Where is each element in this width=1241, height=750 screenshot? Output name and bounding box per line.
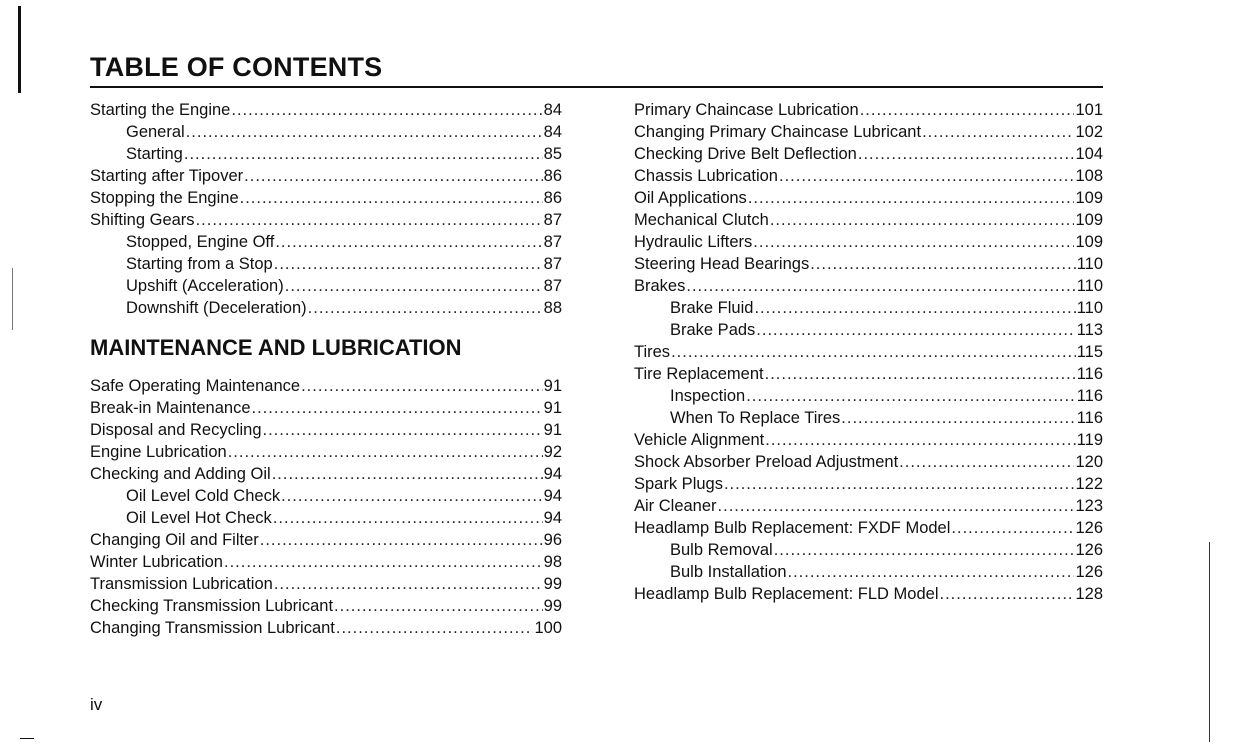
toc-subentry[interactable] (90, 121, 562, 143)
toc-entry[interactable] (634, 495, 1103, 517)
toc-dot-leader (308, 297, 543, 319)
toc-page-number: 116 (1076, 365, 1103, 383)
toc-entry[interactable] (90, 617, 562, 639)
scan-edge-mark-left-thin (12, 268, 13, 330)
toc-entry[interactable] (634, 451, 1103, 473)
toc-dot-leader (753, 231, 1074, 253)
toc-page-number: 100 (534, 619, 562, 637)
toc-dot-leader (184, 143, 543, 165)
toc-page-number: 109 (1075, 211, 1103, 229)
toc-entry[interactable] (634, 165, 1103, 187)
toc-subentry[interactable] (634, 385, 1103, 407)
toc-entry-label: Shock Absorber Preload Adjustment (634, 453, 899, 471)
toc-page-number: 87 (543, 277, 562, 295)
toc-entry[interactable] (634, 187, 1103, 209)
toc-page-number: 109 (1075, 189, 1103, 207)
toc-entry[interactable] (90, 573, 562, 595)
toc-entry-label: Shifting Gears (90, 211, 195, 229)
toc-entry-label: Downshift (Deceleration) (126, 299, 307, 317)
scan-edge-mark-left (18, 6, 21, 93)
toc-entry[interactable] (90, 187, 562, 209)
toc-page-number: 110 (1076, 255, 1103, 273)
toc-page-number: 110 (1076, 277, 1103, 295)
toc-page-number: 92 (543, 443, 562, 461)
toc-page-number: 91 (543, 377, 562, 395)
toc-entry-label: Brake Pads (670, 321, 756, 339)
toc-dot-leader (841, 407, 1075, 429)
toc-entry-label: Bulb Removal (670, 541, 773, 559)
toc-entry[interactable] (90, 209, 562, 231)
toc-subentry[interactable] (634, 407, 1103, 429)
toc-page-number: 123 (1075, 497, 1103, 515)
toc-dot-leader (671, 341, 1076, 363)
toc-subentry[interactable] (634, 297, 1103, 319)
toc-dot-leader (274, 573, 543, 595)
toc-dot-leader (756, 319, 1075, 341)
toc-entry[interactable] (634, 275, 1103, 297)
toc-entry[interactable] (634, 209, 1103, 231)
toc-entry-label: Starting (126, 145, 183, 163)
toc-dot-leader (686, 275, 1075, 297)
toc-dot-leader (940, 583, 1075, 605)
toc-entry-label: Upshift (Acceleration) (126, 277, 284, 295)
toc-dot-leader (724, 473, 1075, 495)
toc-dot-leader (336, 617, 534, 639)
toc-page-number: 104 (1075, 145, 1103, 163)
toc-entry-label: Winter Lubrication (90, 553, 223, 571)
toc-entry[interactable] (634, 473, 1103, 495)
toc-entry-label: Checking and Adding Oil (90, 465, 271, 483)
toc-dot-leader (860, 99, 1075, 121)
toc-dot-leader (231, 99, 542, 121)
toc-entry-label: Stopping the Engine (90, 189, 239, 207)
toc-subentry[interactable] (634, 539, 1103, 561)
toc-entry-label: Starting the Engine (90, 101, 231, 119)
toc-dot-leader (228, 441, 543, 463)
toc-dot-leader (263, 419, 543, 441)
toc-entry-label: Headlamp Bulb Replacement: FLD Model (634, 585, 939, 603)
toc-page-number: 96 (543, 531, 562, 549)
toc-dot-leader (240, 187, 543, 209)
toc-dot-leader (748, 187, 1075, 209)
toc-entry-label: Changing Primary Chaincase Lubricant (634, 123, 922, 141)
toc-entry[interactable] (90, 463, 562, 485)
toc-dot-leader (779, 165, 1074, 187)
toc-entry-label: Brake Fluid (670, 299, 754, 317)
toc-subentry[interactable] (90, 275, 562, 297)
toc-dot-leader (746, 385, 1075, 407)
toc-entry-label: Air Cleaner (634, 497, 717, 515)
toc-entry[interactable] (90, 441, 562, 463)
toc-dot-leader (858, 143, 1075, 165)
toc-entry[interactable] (634, 429, 1103, 451)
toc-subentry[interactable] (90, 143, 562, 165)
toc-entry-label: Checking Transmission Lubricant (90, 597, 334, 615)
toc-dot-leader (252, 397, 543, 419)
toc-page-number: 113 (1076, 321, 1103, 339)
toc-page-number: 116 (1076, 409, 1103, 427)
toc-page-number: 98 (543, 553, 562, 571)
toc-entry-label: Vehicle Alignment (634, 431, 765, 449)
toc-dot-leader (273, 507, 543, 529)
toc-dot-leader (224, 551, 543, 573)
toc-entry-label: Tires (634, 343, 671, 361)
toc-dot-leader (334, 595, 543, 617)
toc-page-number: 120 (1075, 453, 1103, 471)
toc-page-number: 122 (1075, 475, 1103, 493)
toc-entry-label: Mechanical Clutch (634, 211, 769, 229)
toc-dot-leader (770, 209, 1075, 231)
toc-entry[interactable] (634, 363, 1103, 385)
toc-group-operation (90, 99, 562, 319)
toc-page-number: 94 (543, 509, 562, 527)
toc-entry-label: Chassis Lubrication (634, 167, 778, 185)
page-number: iv (90, 695, 103, 714)
toc-dot-leader (196, 209, 543, 231)
toc-dot-leader (951, 517, 1074, 539)
toc-entry-label: Break-in Maintenance (90, 399, 251, 417)
toc-dot-leader (272, 463, 543, 485)
toc-dot-leader (186, 121, 543, 143)
title-divider (90, 86, 1103, 88)
toc-entry[interactable] (634, 517, 1103, 539)
toc-page-number: 94 (543, 465, 562, 483)
toc-entry[interactable] (90, 529, 562, 551)
toc-entry-label: Oil Level Cold Check (126, 487, 281, 505)
toc-subentry[interactable] (90, 253, 562, 275)
scan-edge-mark-bottom (20, 738, 34, 739)
toc-entry-label: Transmission Lubrication (90, 575, 273, 593)
toc-subentry[interactable] (90, 485, 562, 507)
toc-entry-label: Tire Replacement (634, 365, 764, 383)
toc-page-number: 102 (1075, 123, 1103, 141)
toc-dot-leader (285, 275, 543, 297)
toc-dot-leader (774, 539, 1075, 561)
toc-page-number: 126 (1075, 563, 1103, 581)
toc-page-number: 126 (1075, 541, 1103, 559)
toc-dot-leader (260, 529, 543, 551)
toc-entry[interactable] (90, 397, 562, 419)
toc-entry[interactable] (634, 341, 1103, 363)
toc-group-right (634, 99, 1103, 605)
toc-entry-label: Safe Operating Maintenance (90, 377, 301, 395)
toc-entry-label: Engine Lubrication (90, 443, 227, 461)
toc-entry[interactable] (634, 583, 1103, 605)
toc-dot-leader (754, 297, 1075, 319)
toc-dot-leader (899, 451, 1074, 473)
toc-page-number: 101 (1075, 101, 1103, 119)
toc-page-number: 88 (543, 299, 562, 317)
toc-dot-leader (244, 165, 542, 187)
toc-dot-leader (922, 121, 1074, 143)
toc-entry-label: Stopped, Engine Off (126, 233, 275, 251)
toc-entry-label: Changing Transmission Lubricant (90, 619, 335, 637)
toc-entry-label: Hydraulic Lifters (634, 233, 753, 251)
toc-group-maintenance (90, 375, 562, 639)
toc-entry[interactable] (634, 121, 1103, 143)
toc-subentry[interactable] (90, 507, 562, 529)
toc-entry-label: Changing Oil and Filter (90, 531, 259, 549)
toc-entry-label: Primary Chaincase Lubrication (634, 101, 859, 119)
toc-page-number: 91 (543, 399, 562, 417)
toc-right-column (634, 99, 1103, 605)
toc-entry[interactable] (90, 595, 562, 617)
toc-page-number: 108 (1075, 167, 1103, 185)
toc-dot-leader (810, 253, 1075, 275)
toc-entry[interactable] (90, 375, 562, 397)
toc-entry-label: General (126, 123, 185, 141)
toc-page-number: 126 (1075, 519, 1103, 537)
toc-page-number: 128 (1075, 585, 1103, 603)
toc-page-number: 99 (543, 575, 562, 593)
toc-dot-leader (275, 231, 542, 253)
toc-page-number: 87 (543, 255, 562, 273)
toc-page-number: 86 (543, 167, 562, 185)
toc-entry[interactable] (634, 143, 1103, 165)
toc-dot-leader (301, 375, 543, 397)
toc-dot-leader (788, 561, 1075, 583)
toc-entry-label: Inspection (670, 387, 746, 405)
toc-entry-label: Spark Plugs (634, 475, 723, 493)
section-heading: MAINTENANCE AND LUBRICATION (90, 335, 462, 360)
toc-entry-label: Checking Drive Belt Deflection (634, 145, 857, 163)
toc-page-number: 99 (543, 597, 562, 615)
toc-subentry[interactable] (634, 561, 1103, 583)
toc-entry[interactable] (90, 551, 562, 573)
toc-page-number: 87 (543, 233, 562, 251)
toc-entry-label: Starting from a Stop (126, 255, 273, 273)
toc-left-column (90, 99, 562, 639)
toc-page-number: 110 (1076, 299, 1103, 317)
toc-dot-leader (274, 253, 543, 275)
toc-entry-label: Bulb Installation (670, 563, 787, 581)
toc-page-number: 84 (543, 123, 562, 141)
toc-entry-label: Oil Applications (634, 189, 747, 207)
page-title: TABLE OF CONTENTS (90, 52, 383, 82)
toc-entry[interactable] (90, 419, 562, 441)
toc-entry[interactable] (634, 231, 1103, 253)
toc-page-number: 91 (543, 421, 562, 439)
toc-page-number: 84 (543, 101, 562, 119)
toc-entry-label: Brakes (634, 277, 686, 295)
toc-entry[interactable] (90, 99, 562, 121)
toc-entry-label: Steering Head Bearings (634, 255, 810, 273)
toc-page-number: 85 (543, 145, 562, 163)
toc-dot-leader (765, 363, 1076, 385)
toc-entry-label: Starting after Tipover (90, 167, 244, 185)
toc-page-number: 87 (543, 211, 562, 229)
scan-edge-mark-right (1209, 542, 1210, 742)
toc-page-number: 115 (1076, 343, 1103, 361)
toc-entry-label: When To Replace Tires (670, 409, 841, 427)
toc-page-number: 119 (1076, 431, 1103, 449)
toc-subentry[interactable] (90, 297, 562, 319)
toc-entry[interactable] (634, 99, 1103, 121)
toc-dot-leader (718, 495, 1075, 517)
toc-page-number: 94 (543, 487, 562, 505)
toc-page-number: 86 (543, 189, 562, 207)
toc-entry[interactable] (90, 165, 562, 187)
toc-entry[interactable] (634, 253, 1103, 275)
toc-page-number: 109 (1075, 233, 1103, 251)
toc-entry-label: Headlamp Bulb Replacement: FXDF Model (634, 519, 951, 537)
toc-subentry[interactable] (634, 319, 1103, 341)
toc-page-number: 116 (1076, 387, 1103, 405)
toc-dot-leader (281, 485, 543, 507)
toc-entry-label: Oil Level Hot Check (126, 509, 272, 527)
toc-entry-label: Disposal and Recycling (90, 421, 262, 439)
toc-subentry[interactable] (90, 231, 562, 253)
toc-dot-leader (765, 429, 1075, 451)
